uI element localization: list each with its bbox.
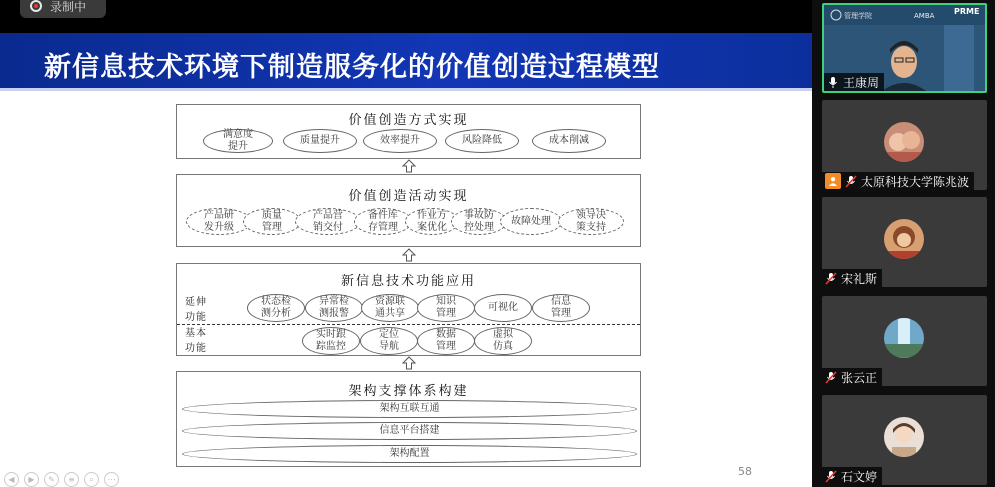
tier-value-mode	[176, 104, 641, 159]
avatar	[884, 417, 924, 457]
up-arrow-icon	[402, 356, 416, 370]
tier-title: 新信息技术功能应用	[340, 274, 476, 289]
node-oval: 状态检 测分析	[247, 294, 305, 322]
slide-title-band	[0, 33, 812, 91]
record-icon	[30, 0, 42, 12]
node-oval: 资源联 通共享	[361, 294, 419, 322]
node-oval: 知识 管理	[417, 294, 475, 322]
tier-value-activity	[176, 174, 641, 247]
user-icon	[825, 173, 841, 189]
page-number: 58	[738, 465, 752, 478]
slide-title: 新信息技术环境下制造服务化的价值创造过程模型	[44, 52, 660, 83]
node-oval: 满意度 提升	[203, 129, 273, 153]
node-oval: 数据 管理	[417, 327, 475, 355]
mic-muted-icon	[825, 371, 837, 384]
zoom-icon[interactable]: ⌕	[84, 472, 99, 487]
participant-name: 张云正	[841, 370, 878, 385]
node-oval: 风险降低	[445, 129, 519, 153]
avatar	[884, 122, 924, 162]
recording-bar	[0, 0, 812, 33]
mic-muted-icon	[825, 470, 837, 483]
participant-name: 王康周	[843, 75, 880, 90]
pen-icon[interactable]: ✎	[44, 472, 59, 487]
node-oval: 作业方 案优化	[405, 208, 459, 235]
next-slide-icon[interactable]: ▶	[24, 472, 39, 487]
mic-muted-icon	[825, 272, 837, 285]
tier-title: 架构支撑体系构建	[348, 384, 469, 399]
node-oval: 效率提升	[363, 129, 437, 153]
recording-label: 录制中	[50, 0, 87, 14]
participant-name-tag	[822, 467, 882, 485]
node-oval: 实时跟 踪监控	[302, 327, 360, 355]
tier-architecture	[176, 371, 641, 467]
node-oval: 信息 管理	[532, 294, 590, 322]
participant-tile[interactable]	[822, 197, 987, 287]
node-oval: 质量 管理	[243, 208, 301, 235]
prev-slide-icon[interactable]: ◀	[4, 472, 19, 487]
amba-logo: AMBA	[914, 12, 935, 20]
node-oval: 产品研 发升级	[186, 208, 252, 235]
node-oval: 成本削减	[532, 129, 606, 153]
node-oval: 虚拟 仿真	[474, 327, 532, 355]
node-oval: 定位 导航	[360, 327, 418, 355]
tier-it-function	[176, 263, 641, 356]
mic-muted-icon	[845, 175, 857, 188]
participant-name: 太原科技大学陈兆波	[861, 174, 970, 189]
avatar	[884, 219, 924, 259]
participant-tile[interactable]	[822, 395, 987, 485]
architecture-band: 架构互联互通	[182, 400, 637, 418]
node-oval: 备件库 存管理	[354, 208, 412, 235]
participant-tile[interactable]	[822, 296, 987, 386]
node-oval: 质量提升	[283, 129, 357, 153]
function-divider	[177, 324, 640, 325]
tier-title: 价值创造活动实现	[348, 189, 469, 204]
menu-icon[interactable]: ≡	[64, 472, 79, 487]
recording-indicator[interactable]	[20, 0, 106, 18]
participant-name-tag	[822, 269, 882, 287]
node-oval: 事故防 控处理	[451, 208, 507, 235]
basic-function-label: 基本 功能	[185, 328, 207, 354]
tier-title: 价值创造方式实现	[348, 113, 469, 128]
svg-text:管理学院: 管理学院	[844, 12, 872, 20]
avatar	[884, 318, 924, 358]
participant-tile[interactable]	[822, 100, 987, 190]
architecture-band: 架构配置	[182, 445, 637, 463]
participant-name: 宋礼斯	[841, 271, 878, 286]
node-oval: 产品营 销交付	[295, 208, 361, 235]
more-icon[interactable]: ⋯	[104, 472, 119, 487]
node-oval: 领导决 策支持	[558, 208, 624, 235]
participant-name-tag	[822, 172, 974, 190]
participant-tile-active-speaker[interactable]	[822, 3, 987, 93]
prme-logo: PRME	[954, 7, 980, 16]
participant-name-tag	[824, 73, 884, 91]
up-arrow-icon	[402, 159, 416, 173]
participants-panel	[812, 0, 995, 487]
node-oval: 可视化	[474, 294, 532, 322]
node-oval: 异常检 测报警	[305, 294, 363, 322]
participant-name-tag	[822, 368, 882, 386]
architecture-band: 信息平台搭建	[182, 422, 637, 440]
up-arrow-icon	[402, 248, 416, 262]
node-oval: 故障处理	[500, 208, 562, 235]
mic-icon	[827, 76, 839, 89]
participant-name: 石文婷	[841, 469, 878, 484]
extended-function-label: 延伸 功能	[185, 297, 207, 323]
slide-toolbar	[4, 472, 119, 487]
shared-slide	[0, 33, 812, 487]
